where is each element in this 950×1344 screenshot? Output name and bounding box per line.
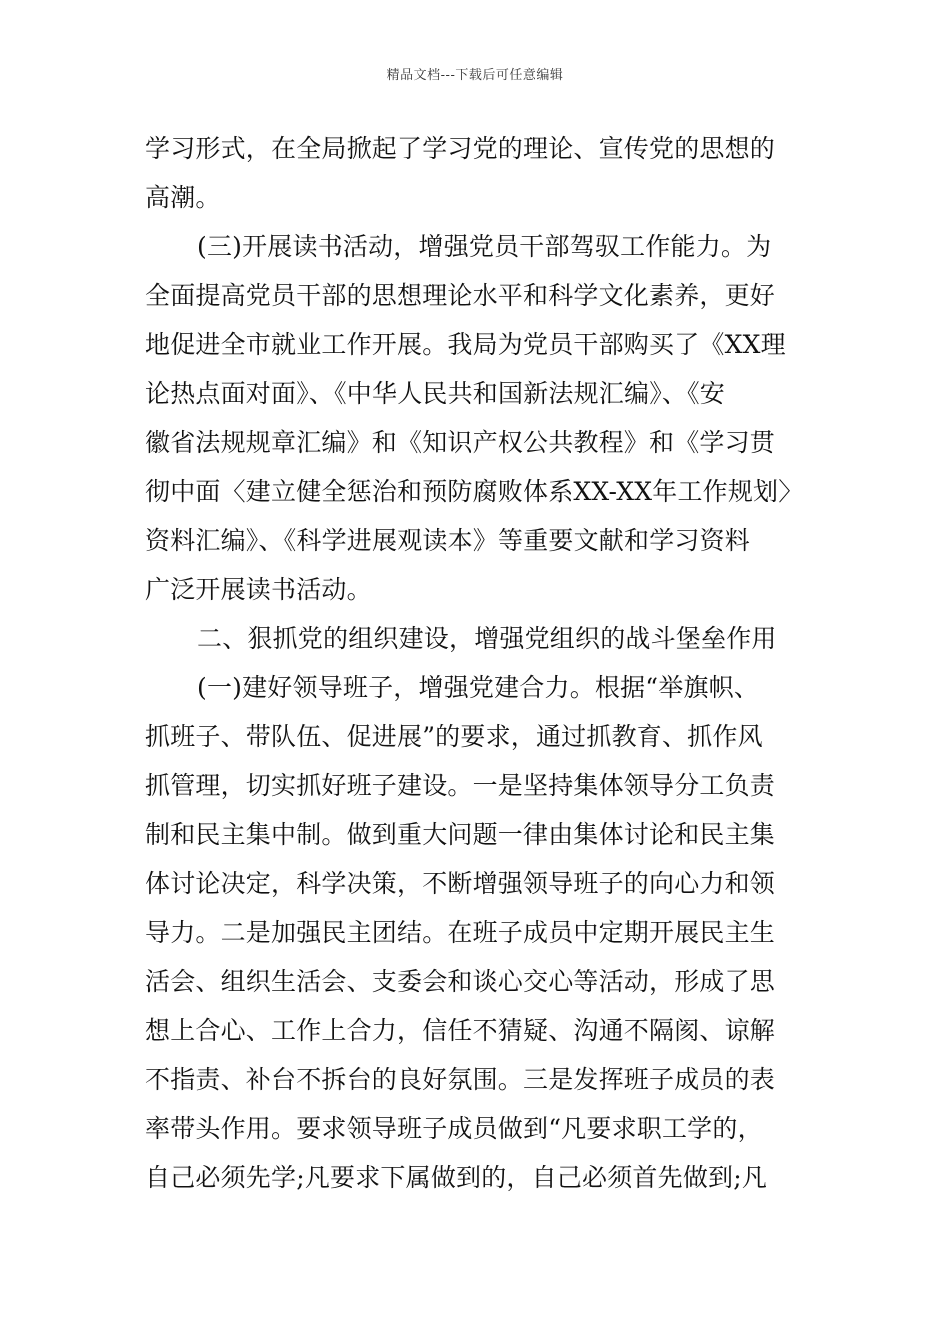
text-line: 想上合心、工作上合力，信任不猜疑、沟通不隔阂、谅解 [145, 1016, 776, 1045]
text-line: 资料汇编》、《科学进展观读本》等重要文献和学习资料 [145, 526, 751, 555]
text-line: 体讨论决定，科学决策，不断增强领导班子的向心力和领 [145, 869, 776, 898]
text-line: 论热点面对面》、《中华人民共和国新法规汇编》、《安 [145, 379, 726, 408]
text-line: 彻中面〈建立健全惩治和预防腐败体系XX-XX年工作规划〉 [145, 477, 804, 506]
text-line: 徽省法规规章汇编》和《知识产权公共教程》和《学习贯 [145, 428, 776, 457]
text-line: 导力。二是加强民主团结。在班子成员中定期开展民主生 [145, 918, 776, 947]
text-line: 自己必须先学;凡要求下属做到的，自己必须首先做到;凡 [145, 1163, 768, 1192]
text-line: 学习形式，在全局掀起了学习党的理论、宣传党的思想的 [145, 134, 776, 163]
paragraph-start-line: (三)开展读书活动，增强党员干部驾驭工作能力。为 [197, 232, 772, 261]
document-body [145, 124, 810, 1202]
text-line: 广泛开展读书活动。 [145, 575, 372, 604]
text-line: 抓管理，切实抓好班子建设。一是坚持集体领导分工负责 [145, 771, 776, 800]
text-line: 地促进全市就业工作开展。我局为党员干部购买了《XX理 [145, 330, 786, 359]
text-line: 全面提高党员干部的思想理论水平和科学文化素养，更好 [145, 281, 776, 310]
section-heading: 二、狠抓党的组织建设，增强党组织的战斗堡垒作用 [197, 624, 777, 653]
text-line: 制和民主集中制。做到重大问题一律由集体讨论和民主集 [145, 820, 776, 849]
paragraph-start-line: (一)建好领导班子，增强党建合力。根据“举旗帜、 [197, 673, 760, 702]
text-line: 不指责、补台不拆台的良好氛围。三是发挥班子成员的表 [145, 1065, 776, 1094]
text-line: 高潮。 [145, 183, 221, 212]
page-header: 精品文档---下载后可任意编辑 [386, 68, 564, 83]
text-line: 抓班子、带队伍、促进展”的要求，通过抓教育、抓作风 [145, 722, 763, 751]
text-line: 活会、组织生活会、支委会和谈心交心等活动，形成了思 [145, 967, 776, 996]
text-line: 率带头作用。要求领导班子成员做到“凡要求职工学的， [145, 1114, 763, 1143]
